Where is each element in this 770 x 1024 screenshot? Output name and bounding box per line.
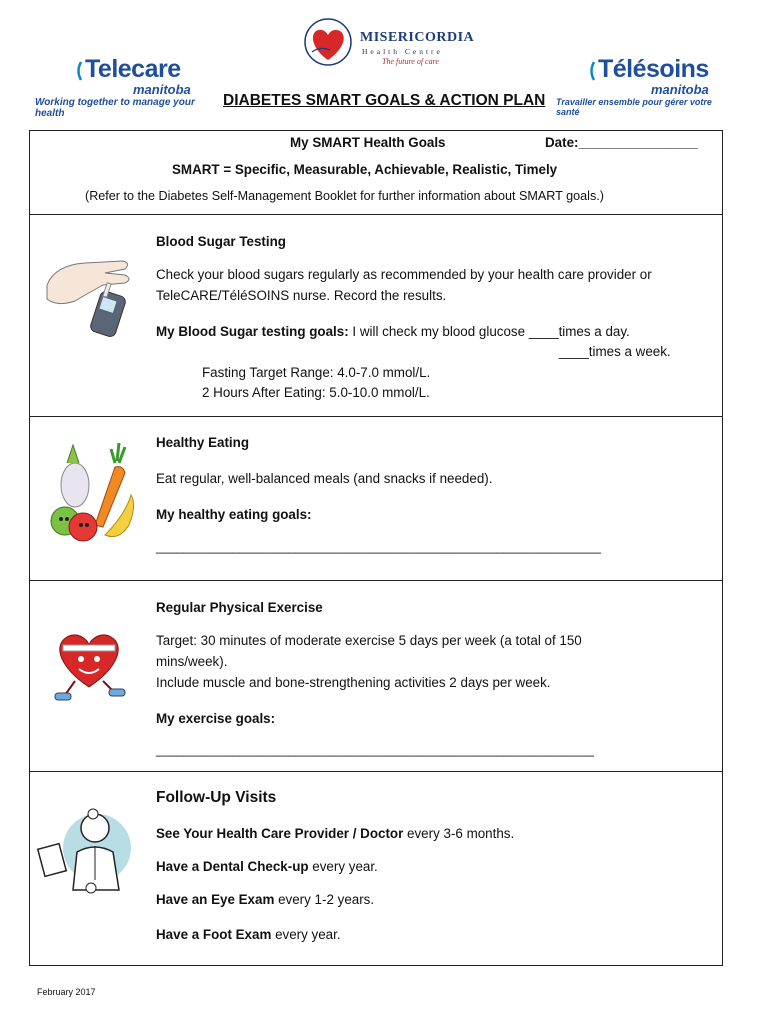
telecare-brand: Telecare [85,55,181,83]
healthy-eating-goal-input[interactable]: ________________________________________________________________ [156,540,601,554]
exercise-goal-label: My exercise goals: [156,711,276,726]
misericordia-name: MISERICORDIA [360,30,475,45]
smart-definition: SMART = Specific, Measurable, Achievable, Realistic, Timely [172,162,558,177]
followup-item-label: See Your Health Care Provider / Doctor [156,826,404,841]
healthy-eating-line1: Eat regular, well-balanced meals (and snacks if needed). [156,471,493,486]
signal-icon [588,60,598,82]
page-title: DIABETES SMART GOALS & ACTION PLAN [223,92,546,109]
blood-sugar-goal [156,324,630,339]
blood-sugar-goal-day[interactable]: I will check my blood glucose ____times a day. [348,324,630,339]
refer-note: (Refer to the Diabetes Self-Management Booklet for further information about SMART goals.) [85,189,604,203]
divider [29,214,723,215]
followup-item [156,859,378,874]
footer-date: February 2017 [37,987,96,997]
blood-sugar-goal-week[interactable]: ____times a week. [559,344,671,359]
exercise-goal-input[interactable]: _______________________________________________________________ [156,743,594,757]
divider [29,771,723,772]
followup-item-label: Have an Eye Exam [156,892,275,907]
after-eating-range: 2 Hours After Eating: 5.0-10.0 mmol/L. [202,385,430,400]
telecare-tagline: Working together to manage your health [35,97,195,119]
followup-item-frequency: every year. [271,927,341,942]
telesoins-sub: manitoba [651,82,709,97]
blood-sugar-heading: Blood Sugar Testing [156,234,286,249]
blood-sugar-goal-label: My Blood Sugar testing goals: [156,324,349,339]
divider [29,580,723,581]
doctor-icon [37,800,137,900]
telecare-sub: manitoba [133,82,191,97]
exercise-line2: mins/week). [156,654,228,669]
followup-item-label: Have a Foot Exam [156,927,272,942]
date-field[interactable]: Date:________________ [545,135,698,150]
misericordia-sub: Health Centre [362,47,443,56]
telecare-logo [35,55,205,119]
misericordia-heart-icon [300,16,360,68]
exercise-line1: Target: 30 minutes of moderate exercise 5 days per week (a total of 150 [156,633,582,648]
glucose-meter-icon [45,255,135,340]
followup-item-label: Have a Dental Check-up [156,859,309,874]
telesoins-logo [556,55,726,117]
heart-exercise-icon [47,625,132,705]
followup-item-frequency: every 1-2 years. [274,892,375,907]
exercise-line3: Include muscle and bone-strengthening activities 2 days per week. [156,675,551,690]
followup-heading: Follow-Up Visits [156,789,277,806]
blood-sugar-line1: Check your blood sugars regularly as recommended by your health care provider or [156,267,652,282]
followup-item [156,826,514,841]
healthy-eating-goal-label: My healthy eating goals: [156,507,312,522]
healthy-eating-heading: Healthy Eating [156,435,250,450]
exercise-heading: Regular Physical Exercise [156,600,323,615]
misericordia-tagline: The future of care [382,57,439,66]
fasting-range: Fasting Target Range: 4.0-7.0 mmol/L. [202,365,431,380]
followup-item [156,927,341,942]
signal-icon [75,60,85,82]
divider [29,416,723,417]
blood-sugar-line2: TeleCARE/TéléSOINS nurse. Record the results. [156,288,447,303]
telesoins-tagline: Travailler ensemble pour gérer votre santé [556,97,712,117]
goals-label: My SMART Health Goals [290,135,446,150]
followup-item [156,892,374,907]
followup-item-frequency: every year. [308,859,378,874]
vegetables-icon [45,435,135,547]
telesoins-brand: Télésoins [598,55,709,83]
followup-item-frequency: every 3-6 months. [403,826,515,841]
